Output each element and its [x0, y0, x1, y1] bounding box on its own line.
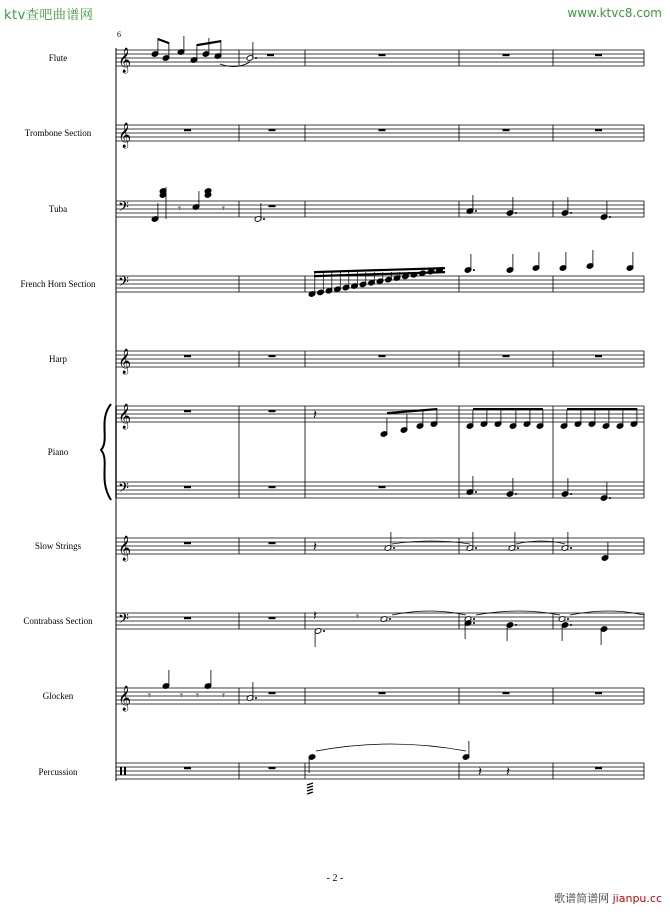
quarter-rest: 𝄽	[478, 765, 482, 780]
label-glocken: Glocken	[42, 691, 74, 701]
note-dot	[515, 624, 517, 626]
whole-rest	[269, 617, 276, 619]
quarter-rest: 𝄽	[313, 408, 317, 423]
note-dot	[389, 618, 391, 620]
note-dot	[475, 547, 477, 549]
note-beam	[473, 408, 543, 410]
label-contrabass: Contrabass Section	[23, 616, 93, 626]
treble-clef-icon: 𝄞	[118, 349, 132, 374]
label-percussion: Percussion	[38, 767, 78, 777]
measure-number: 6	[117, 30, 121, 39]
eighth-rest: 𝄾	[222, 689, 225, 702]
note-dot	[517, 547, 519, 549]
eighth-rest: 𝄾	[356, 610, 359, 623]
watermark-bottom-url: jianpu.cc	[612, 892, 662, 905]
whole-rest	[503, 692, 510, 694]
whole-rest	[184, 542, 191, 544]
watermark-bottom-cn: 歌谱简谱网	[554, 892, 610, 905]
treble-clef-icon: 𝄞	[118, 123, 132, 148]
quarter-rest: 𝄽	[313, 609, 317, 624]
whole-rest	[595, 355, 602, 357]
whole-rest	[267, 54, 274, 56]
note-dot	[263, 218, 265, 220]
label-trombone: Trombone Section	[24, 128, 92, 138]
bass-clef-icon: 𝄢	[118, 199, 129, 219]
piano-brace	[101, 404, 111, 500]
label-french-horn: French Horn Section	[20, 279, 96, 289]
treble-clef-icon: 𝄞	[118, 536, 132, 561]
bass-clef-icon: 𝄢	[118, 274, 129, 294]
note-dot	[570, 493, 572, 495]
label-flute: Flute	[48, 53, 68, 63]
treble-clef-icon: 𝄞	[118, 48, 132, 73]
note-dot	[570, 547, 572, 549]
whole-rest	[595, 767, 602, 769]
tie	[316, 744, 466, 751]
whole-rest	[595, 129, 602, 131]
eighth-rest: 𝄾	[148, 689, 151, 702]
tremolo-stroke	[307, 786, 313, 788]
eighth-rest: 𝄾	[196, 689, 199, 702]
whole-rest	[269, 355, 276, 357]
note-beam	[158, 38, 169, 44]
note-dot	[567, 618, 569, 620]
eighth-rest: 𝄾	[222, 202, 225, 215]
whole-rest	[269, 767, 276, 769]
whole-rest	[269, 410, 276, 412]
whole-rest	[184, 767, 191, 769]
tie	[392, 541, 470, 544]
note-dot	[473, 269, 475, 271]
whole-rest	[269, 542, 276, 544]
bass-clef-icon: 𝄢	[118, 611, 129, 631]
whole-rest	[503, 355, 510, 357]
whole-rest	[269, 129, 276, 131]
eighth-rest: 𝄾	[180, 689, 183, 702]
note-dot	[609, 216, 611, 218]
watermark-top-right: www.ktvc8.com	[567, 6, 662, 20]
bass-clef-icon: 𝄢	[118, 480, 129, 500]
note-dot	[515, 493, 517, 495]
note-dot	[475, 210, 477, 212]
note-dot	[570, 624, 572, 626]
note-dot	[609, 497, 611, 499]
label-tuba: Tuba	[48, 204, 68, 214]
whole-rest	[595, 54, 602, 56]
note-dot	[473, 622, 475, 624]
treble-clef-icon: 𝄞	[118, 404, 132, 429]
label-slow-strings: Slow Strings	[34, 541, 82, 551]
note-dot	[255, 57, 257, 59]
eighth-rest: 𝄾	[178, 202, 181, 215]
whole-rest	[379, 355, 386, 357]
whole-rest	[184, 486, 191, 488]
note-dot	[255, 697, 257, 699]
tremolo-stroke	[307, 789, 313, 791]
whole-rest	[184, 129, 191, 131]
whole-rest	[269, 692, 276, 694]
page-number: - 2 -	[326, 873, 344, 884]
tremolo-stroke	[307, 783, 313, 785]
whole-rest	[503, 54, 510, 56]
whole-rest	[379, 692, 386, 694]
whole-rest	[379, 486, 386, 488]
note-dot	[393, 547, 395, 549]
treble-clef-icon: 𝄞	[118, 686, 132, 711]
whole-rest	[595, 692, 602, 694]
whole-rest	[184, 355, 191, 357]
whole-rest	[269, 205, 276, 207]
tremolo-stroke	[307, 792, 313, 794]
whole-rest	[184, 410, 191, 412]
whole-rest	[379, 129, 386, 131]
whole-rest	[269, 486, 276, 488]
note-dot	[475, 491, 477, 493]
label-piano: Piano	[47, 447, 69, 457]
quarter-rest: 𝄽	[313, 540, 317, 555]
note-dot	[323, 630, 325, 632]
whole-rest	[503, 129, 510, 131]
quarter-rest: 𝄽	[506, 765, 510, 780]
note-dot	[515, 212, 517, 214]
label-harp: Harp	[49, 354, 67, 364]
watermark-top-left: ktv查吧曲谱网	[4, 8, 94, 23]
note-beam	[387, 408, 437, 414]
note-dot	[473, 618, 475, 620]
note-dot	[570, 212, 572, 214]
whole-rest	[184, 617, 191, 619]
whole-rest	[379, 54, 386, 56]
note-beam	[567, 408, 637, 410]
tie	[516, 541, 565, 544]
